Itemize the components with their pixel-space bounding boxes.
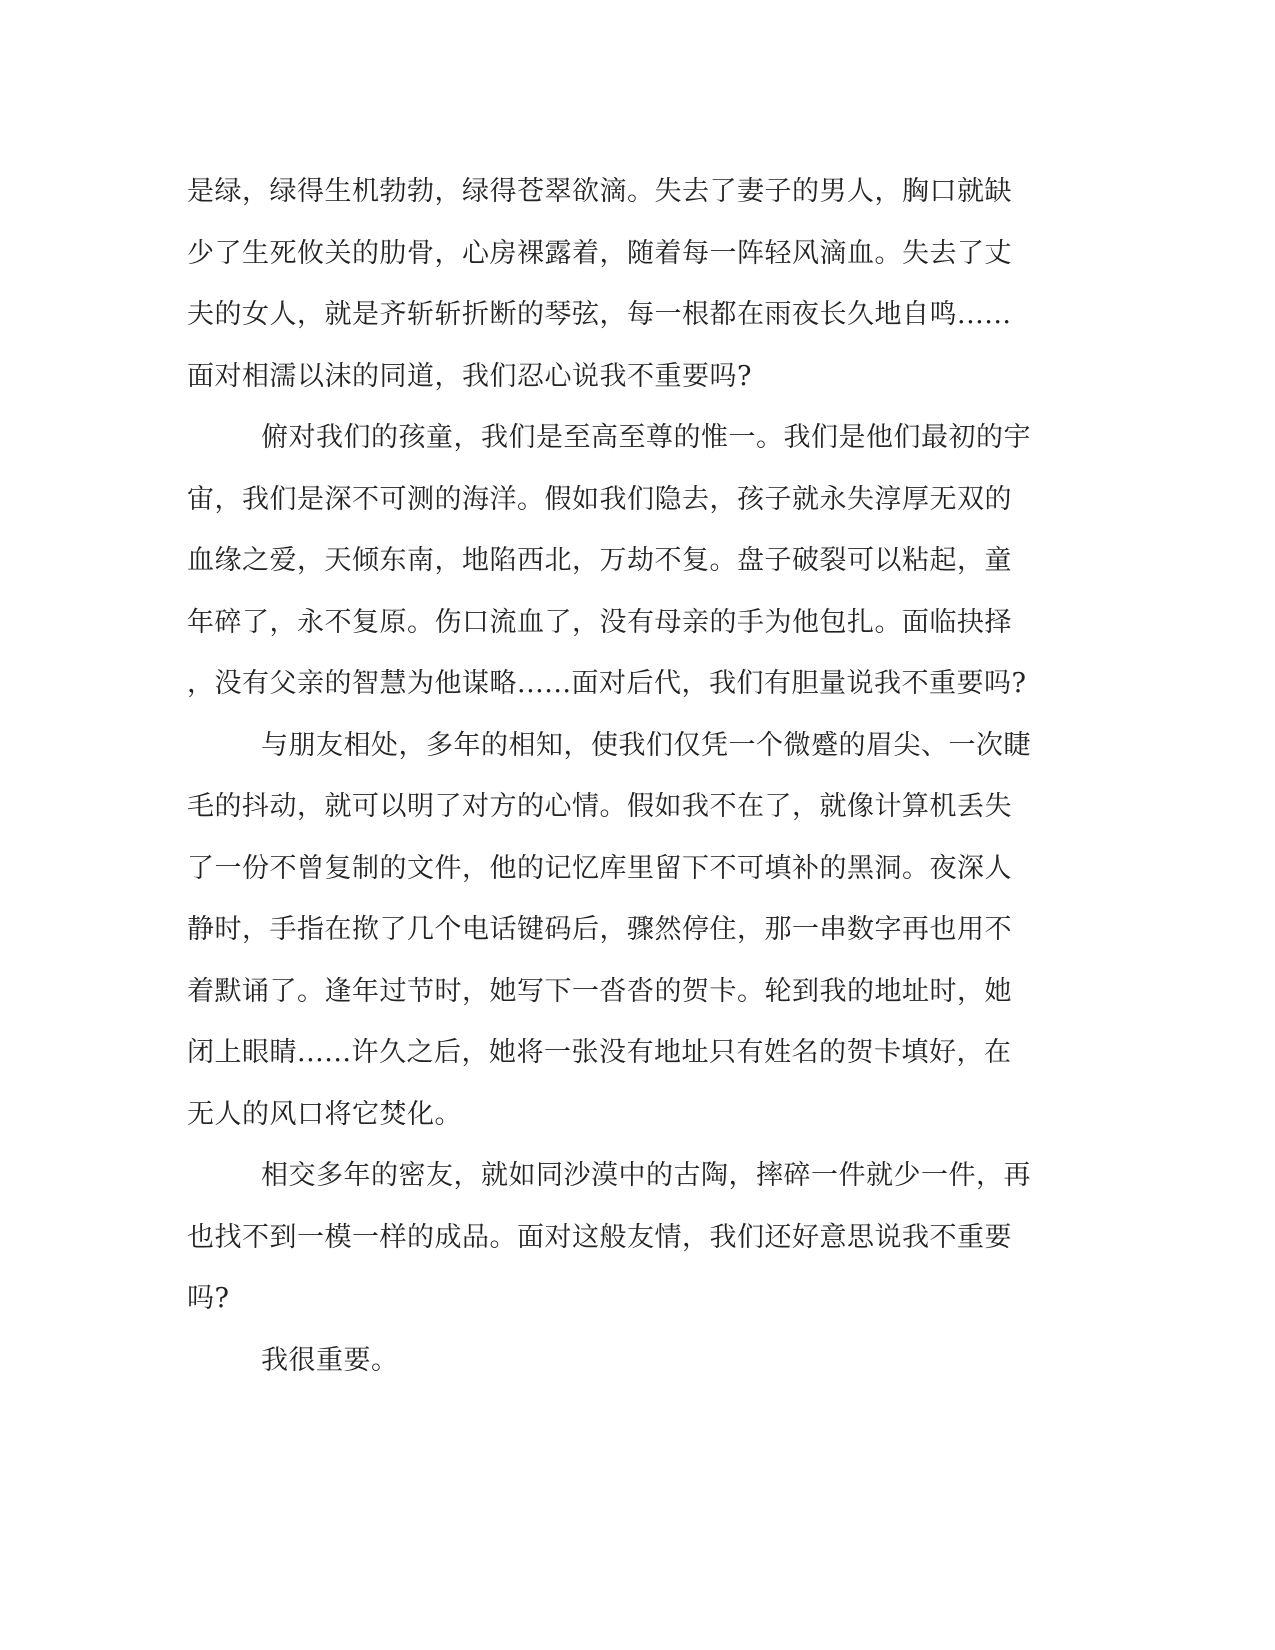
text-line-4: 面对相濡以沫的同道，我们忍心说我不重要吗?	[187, 360, 752, 392]
text-line-19: 吗?	[187, 1283, 230, 1314]
text-line-1: 是绿，绿得生机勃勃，绿得苍翠欲滴。失去了妻子的男人，胸口就缺	[187, 176, 1012, 207]
text-line-3: 夫的女人，就是齐斩斩折断的琴弦，每一根都在雨夜长久地自鸣......	[187, 299, 1012, 330]
text-line-13: 静时，手指在揿了几个电话键码后，骤然停住，那一串数字再也用不	[187, 914, 1012, 945]
text-line-16: 无人的风口将它焚化。	[187, 1098, 462, 1130]
text-line-17: 相交多年的密友，就如同沙漠中的古陶，摔碎一件就少一件，再	[261, 1160, 1031, 1191]
text-line-10: 与朋友相处，多年的相知，使我们仅凭一个微蹙的眉尖、一次睫	[261, 729, 1031, 761]
text-line-8: 年碎了，永不复原。伤口流血了，没有母亲的手为他包扎。面临抉择	[187, 606, 1012, 638]
text-line-5: 俯对我们的孩童，我们是至高至尊的惟一。我们是他们最初的宇	[261, 422, 1031, 453]
text-line-14: 着默诵了。逢年过节时，她写下一沓沓的贺卡。轮到我的地址时，她	[187, 975, 1012, 1007]
text-line-12: 了一份不曾复制的文件，他的记忆库里留下不可填补的黑洞。夜深人	[187, 852, 1012, 884]
text-line-9: ，没有父亲的智慧为他谋略......面对后代，我们有胆量说我不重要吗?	[187, 668, 1027, 699]
text-line-18: 也找不到一模一样的成品。面对这般友情，我们还好意思说我不重要	[187, 1221, 1012, 1253]
text-line-6: 宙，我们是深不可测的海洋。假如我们隐去，孩子就永失淳厚无双的	[187, 483, 1012, 515]
text-line-2: 少了生死攸关的肋骨，心房裸露着，随着每一阵轻风滴血。失去了丈	[187, 237, 1012, 269]
text-line-11: 毛的抖动，就可以明了对方的心情。假如我不在了，就像计算机丢失	[187, 791, 1012, 822]
document-body	[187, 161, 1067, 1391]
text-line-20: 我很重要。	[261, 1344, 399, 1376]
text-line-15: 闭上眼睛......许久之后，她将一张没有地址只有姓名的贺卡填好，在	[187, 1037, 1012, 1068]
text-line-7: 血缘之爱，天倾东南，地陷西北，万劫不复。盘子破裂可以粘起，童	[187, 545, 1012, 576]
